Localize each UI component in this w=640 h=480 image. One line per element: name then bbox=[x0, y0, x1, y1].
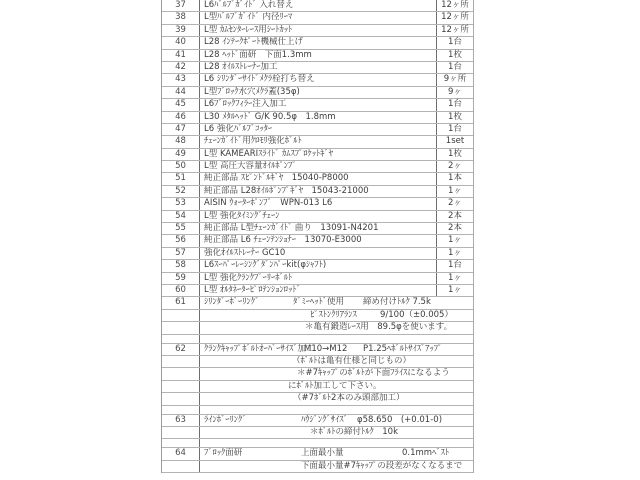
table-row bbox=[162, 136, 473, 148]
row-description: 純正部品 L型ﾁｪｰﾝｶﾞｲﾄﾞ 曲り 13091-N4201 bbox=[200, 223, 437, 234]
table-row bbox=[162, 62, 473, 74]
row-quantity: 1台 bbox=[448, 99, 462, 110]
detail-content bbox=[200, 415, 473, 426]
row-description: L型 ｶﾑｾﾝﾀｰﾚｰｽ用ｼｰﾄｶｯﾄ bbox=[200, 25, 437, 36]
row-number: 52 bbox=[162, 186, 200, 197]
row-number: 44 bbox=[162, 87, 200, 98]
row-quantity: 1ヶ bbox=[448, 235, 462, 246]
detail-content bbox=[200, 344, 473, 355]
detail-text: 9/100（±0.005） bbox=[380, 309, 453, 320]
row-description: 強化ｵｲﾙｽﾄﾚｰﾅｰ GC10 bbox=[200, 248, 437, 259]
row-number: 60 bbox=[162, 285, 200, 296]
row-quantity: 1台 bbox=[448, 61, 462, 72]
row-quantity: 9ヶ bbox=[448, 86, 462, 97]
row-description: L6ﾌﾞﾛｯｸﾌｨﾗｰ注入加工 bbox=[200, 99, 437, 110]
row-number-empty bbox=[162, 439, 200, 447]
row-number: 46 bbox=[162, 112, 200, 123]
spacer-content bbox=[200, 406, 473, 414]
row-description: L型 高圧大容量ｵｲﾙﾎﾟﾝﾌﾟ bbox=[200, 161, 437, 172]
detail-text: 0.1mmﾍﾞｽﾄ bbox=[402, 448, 450, 459]
row-description: L型 強化ﾀｲﾐﾝｸﾞﾁｪｰﾝ bbox=[200, 211, 437, 222]
detail-text: （#7ﾎﾞﾙﾄ2本のみ頭部加工） bbox=[293, 393, 405, 404]
row-quantity: 1ヶ bbox=[448, 247, 462, 258]
table-spacer-row bbox=[162, 335, 473, 344]
table-row bbox=[162, 50, 473, 62]
row-description: ﾁｪｰﾝｶﾞｲﾄﾞ用ｸﾛﾓﾘ強化ﾎﾞﾙﾄ bbox=[200, 136, 437, 147]
table-row bbox=[162, 260, 473, 272]
table-detail-row bbox=[162, 427, 473, 439]
spacer-content bbox=[200, 335, 473, 343]
row-quantity: 9ヶ所 bbox=[443, 74, 467, 85]
table-row bbox=[162, 211, 473, 223]
detail-text: ＊亀有鍛造ﾚｰｽ用 89.5φを使います。 bbox=[305, 322, 453, 333]
row-quantity: 1本 bbox=[448, 173, 462, 184]
row-quantity: 2ヶ bbox=[448, 198, 462, 209]
row-number-empty bbox=[162, 381, 200, 392]
detail-text: ﾊｳｼﾞﾝｸﾞｻｲｽﾞ bbox=[301, 414, 348, 425]
row-number: 51 bbox=[162, 173, 200, 184]
detail-text: ﾗｲﾝﾎﾞｰﾘﾝｸﾞ bbox=[204, 414, 247, 425]
detail-text: ＊ﾎﾞﾙﾄの締付ﾄﾙｸ 10k bbox=[310, 426, 398, 437]
row-number-empty bbox=[162, 461, 200, 472]
row-number-empty bbox=[162, 368, 200, 379]
row-description: L型 強化ｸﾗﾝｸﾌﾟｰﾘｰﾎﾞﾙﾄ bbox=[200, 273, 437, 284]
row-quantity: 1set bbox=[445, 136, 465, 147]
row-number: 55 bbox=[162, 223, 200, 234]
row-number: 57 bbox=[162, 248, 200, 259]
table-row bbox=[162, 74, 473, 86]
row-description: L28 ｵｲﾙｽﾄﾚｰﾅｰ加工 bbox=[200, 62, 437, 73]
detail-text: 上面最小量 bbox=[301, 448, 344, 459]
detail-content bbox=[200, 368, 473, 379]
row-description: 純正部品 L28ｵｲﾙﾎﾟﾝﾌﾟｷﾞﾔ 15043-21000 bbox=[200, 186, 437, 197]
row-description: AISIN ｳｫｰﾀｰﾎﾟﾝﾌﾟ WPN-013 L6 bbox=[200, 198, 437, 209]
row-description: 純正部品 L6 ﾁｪｰﾝﾃﾝｼｮﾅｰ 13070-E3000 bbox=[200, 235, 437, 246]
table-row bbox=[162, 273, 473, 285]
row-number: 47 bbox=[162, 124, 200, 135]
table-row bbox=[162, 173, 473, 185]
row-number: 43 bbox=[162, 74, 200, 85]
rows-main bbox=[162, 0, 473, 297]
table-row bbox=[162, 198, 473, 210]
row-number-empty bbox=[162, 406, 200, 414]
detail-content bbox=[200, 310, 473, 321]
row-description: L6 強化ﾊﾞﾙﾌﾞｺｯﾀｰ bbox=[200, 124, 437, 135]
row-number-empty bbox=[162, 322, 200, 333]
row-quantity: 1ヶ bbox=[448, 272, 462, 283]
row-quantity: 12ヶ所 bbox=[441, 12, 469, 23]
row-quantity: 1台 bbox=[448, 260, 462, 271]
row-quantity: 1枚 bbox=[448, 148, 462, 159]
row-description: L6ｽｰﾊﾟｰﾚｰｼﾝｸﾞﾀﾞﾝﾊﾟｰkit(φｼｬﾌﾄ) bbox=[200, 260, 437, 271]
row-number-empty bbox=[162, 310, 200, 321]
table-detail-row bbox=[162, 415, 473, 427]
table-row bbox=[162, 161, 473, 173]
detail-content bbox=[200, 356, 473, 367]
row-quantity: 1台 bbox=[448, 37, 462, 48]
detail-text: ｸﾗﾝｸｷｬｯﾌﾟﾎﾞﾙﾄｵｰﾊﾞｰｻｲｽﾞ加工 bbox=[204, 343, 315, 354]
table-row bbox=[162, 99, 473, 111]
row-number: 59 bbox=[162, 273, 200, 284]
detail-text: ＊#7ｷｬｯﾌﾟのﾎﾞﾙﾄが下面ﾌﾗｲｽになるよう bbox=[297, 368, 450, 379]
row-number: 58 bbox=[162, 260, 200, 271]
table-detail-row bbox=[162, 310, 473, 322]
table-row bbox=[162, 37, 473, 49]
row-number: 54 bbox=[162, 211, 200, 222]
row-number: 50 bbox=[162, 161, 200, 172]
table-row bbox=[162, 12, 473, 24]
table-detail-row bbox=[162, 448, 473, 460]
row-quantity: 12ヶ所 bbox=[441, 24, 469, 35]
detail-text: P1.25ﾍﾎﾞﾙﾄｻｲｽﾞｱｯﾌﾟ bbox=[363, 343, 443, 354]
detail-content bbox=[200, 381, 473, 392]
table-row bbox=[162, 285, 473, 297]
row-description: L型 ｵﾙﾀﾈｰﾀｰﾋﾟﾛﾃﾝｼｮﾝﾛｯﾄﾞ bbox=[200, 285, 437, 296]
row-quantity: 2本 bbox=[448, 223, 462, 234]
detail-content bbox=[200, 322, 473, 333]
table-row bbox=[162, 248, 473, 260]
table-detail-row bbox=[162, 368, 473, 380]
detail-content bbox=[200, 393, 473, 404]
rows-details bbox=[162, 297, 473, 473]
table-row bbox=[162, 223, 473, 235]
table-row bbox=[162, 124, 473, 136]
row-number: 63 bbox=[162, 415, 200, 426]
row-number: 37 bbox=[162, 0, 200, 11]
detail-text: 締め付けﾄﾙｸ 7.5k bbox=[363, 297, 431, 308]
detail-text: φ58.650 (+0.01-0) bbox=[357, 414, 443, 425]
table-detail-row bbox=[162, 393, 473, 405]
table-detail-row bbox=[162, 461, 473, 473]
row-number: 42 bbox=[162, 62, 200, 73]
detail-content bbox=[200, 427, 473, 438]
row-number: 40 bbox=[162, 37, 200, 48]
detail-text: ﾋﾟｽﾄﾝｸﾘｱﾗﾝｽ bbox=[310, 309, 357, 320]
row-number: 48 bbox=[162, 136, 200, 147]
row-description: L型 KAMEARIｽﾗｲﾄﾞ ｶﾑｽﾌﾟﾛｹｯﾄｷﾞﾔ bbox=[200, 149, 437, 160]
row-number: 61 bbox=[162, 297, 200, 308]
detail-content bbox=[200, 461, 473, 472]
spacer-content bbox=[200, 439, 473, 447]
row-number: 49 bbox=[162, 149, 200, 160]
row-quantity: 1台 bbox=[448, 123, 462, 134]
row-number-empty bbox=[162, 393, 200, 404]
row-quantity: 2本 bbox=[448, 210, 462, 221]
table-detail-row bbox=[162, 356, 473, 368]
row-description: L6 ｼﾘﾝﾀﾞｰｻｲﾄﾞﾒｸﾗ栓打ち替え bbox=[200, 74, 437, 85]
row-number-empty bbox=[162, 335, 200, 343]
row-description: L28 ｲﾝﾃｰｸﾎﾟｰﾄ機械仕上げ bbox=[200, 37, 437, 48]
row-quantity: 1枚 bbox=[448, 111, 462, 122]
detail-text: ｼﾘﾝﾀﾞｰﾎﾞｰﾘﾝｸﾞ bbox=[204, 297, 260, 308]
detail-text: （ﾎﾞﾙﾄは亀有仕様と同じもの） bbox=[292, 355, 412, 366]
table-detail-row bbox=[162, 344, 473, 356]
row-number: 62 bbox=[162, 344, 200, 355]
row-number-empty bbox=[162, 427, 200, 438]
table-detail-row bbox=[162, 381, 473, 393]
table-row bbox=[162, 112, 473, 124]
detail-text: ﾀﾞﾐｰﾍｯﾄﾞ使用 bbox=[293, 297, 345, 308]
row-quantity: 12ヶ所 bbox=[441, 0, 469, 10]
row-description: L型ﾌﾞﾛｯｸ水穴ﾒｸﾗ蓋(35φ) bbox=[200, 87, 437, 98]
table-row bbox=[162, 0, 473, 12]
row-number: 39 bbox=[162, 25, 200, 36]
row-quantity: 1枚 bbox=[448, 49, 462, 60]
table-spacer-row bbox=[162, 439, 473, 448]
row-number: 64 bbox=[162, 448, 200, 459]
detail-content bbox=[200, 297, 473, 308]
table-detail-row bbox=[162, 297, 473, 309]
row-description: 純正部品 ｽﾋﾟﾝﾄﾞﾙｷﾞﾔ 15040-P8000 bbox=[200, 173, 437, 184]
detail-text: 下面最小量#7ｷｬｯﾌﾟの段差がなくなるまで bbox=[301, 460, 463, 471]
table-row bbox=[162, 87, 473, 99]
row-description: L型ﾊﾞﾙﾌﾞｶﾞｲﾄﾞ 内径ﾘｰﾏ bbox=[200, 12, 437, 23]
row-number: 41 bbox=[162, 50, 200, 61]
detail-content bbox=[200, 448, 473, 459]
detail-text: ﾌﾞﾛｯｸ面研 bbox=[204, 448, 243, 459]
table-detail-row bbox=[162, 322, 473, 334]
row-description: L6ﾊﾞﾙﾌﾞｶﾞｲﾄﾞ 入れ替え bbox=[200, 0, 437, 11]
row-number: 56 bbox=[162, 235, 200, 246]
row-description: L28 ﾍｯﾄﾞ面研 下面1.3mm bbox=[200, 50, 437, 61]
row-quantity: 1ヶ bbox=[448, 284, 462, 295]
row-quantity: 2ヶ bbox=[448, 161, 462, 172]
row-quantity: 1ヶ bbox=[448, 185, 462, 196]
table-row bbox=[162, 186, 473, 198]
row-number-empty bbox=[162, 356, 200, 367]
row-description: L30 ﾒﾀﾙﾍｯﾄﾞ G/K 90.5φ 1.8mm bbox=[200, 112, 437, 123]
table-row bbox=[162, 235, 473, 247]
table-spacer-row bbox=[162, 406, 473, 415]
table-row bbox=[162, 149, 473, 161]
row-number: 53 bbox=[162, 198, 200, 209]
row-number: 38 bbox=[162, 12, 200, 23]
table-row bbox=[162, 25, 473, 37]
detail-text: にﾎﾞﾙﾄ加工して下さい。 bbox=[288, 380, 382, 391]
engine-work-spec-table bbox=[161, 0, 474, 473]
row-number: 45 bbox=[162, 99, 200, 110]
detail-text: M10→M12 bbox=[304, 343, 348, 354]
